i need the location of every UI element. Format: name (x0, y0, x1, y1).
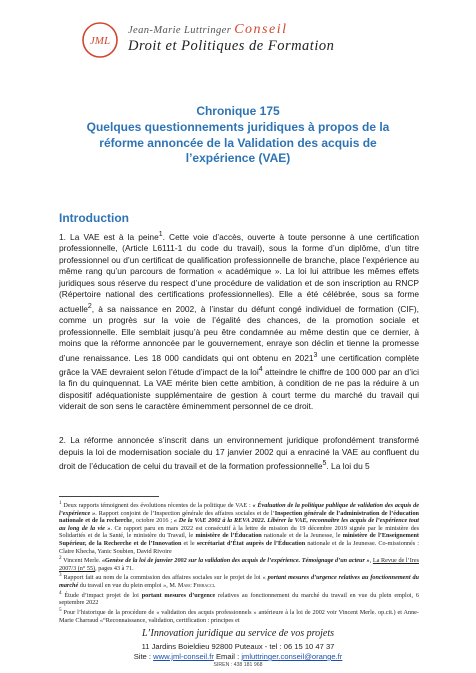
fn1-ministry: ministère de l’Éducation (195, 532, 262, 540)
footer-siren: SIREN : 438 181 968 (213, 662, 263, 668)
p2-text-b: . La loi du 5 (326, 460, 370, 471)
fn4-bill-title: portant mesures d’urgence (141, 591, 216, 599)
fn1-text: . Ce rapport paru en mars 2022 est consécutif à la lettre de mission du 19 décembre 2019 signée par le ministère des Solidarités et de la Santé, le ministère du Travail, le (59, 524, 419, 540)
fn2-text: Vincent Merle. (61, 557, 102, 565)
jml-logo (80, 20, 120, 60)
footnote-1 (59, 500, 419, 555)
brand-name (128, 22, 288, 38)
footer-address: 11 Jardins Boieldieu 92800 Puteaux - tel : 06 15 10 47 37 (141, 642, 335, 651)
fn1-text: . Rapport conjoint de l’Inspection générale des affaires sociales et de l’ (95, 509, 275, 517)
footnote-1-number: 1 (59, 500, 62, 506)
site-label: Site : (133, 652, 154, 661)
footnote-5 (59, 607, 419, 624)
fn1-inspection: Inspection générale de l’administration de l’éducation nationale et de la recherch (59, 509, 419, 525)
fn1-text: nationale et de la Jeunesse. Co-missionnés : Claire Khecha, Yanic Soubien, David Rivoire (59, 540, 420, 555)
email-link[interactable]: jmluttringer.conseil@orange.fr (241, 652, 343, 661)
fn2-text: , pages 43 à 71. (95, 564, 134, 572)
footnote-ref-2[interactable]: 2 (87, 302, 92, 310)
fn3-bill-title: portant mesures d’urgence relatives au fonctionnement du marché (59, 574, 419, 590)
p1-lead: 1. La VAE est à la peine (59, 231, 159, 242)
fn4-text: relatives au fonctionnement du marché du travail en vue du plein emploi, 6 septembre 2022 (59, 591, 419, 607)
title-line-3: l’expérience (VAE) (185, 151, 291, 165)
email-label: Email : (213, 652, 242, 661)
footnote-ref-3[interactable]: 3 (313, 351, 318, 359)
p2-text-a: 2. La réforme annoncée s’inscrit dans un environnement juridique profondément transformé depuis la loi de modernisation sociale du 17 janvier 2002 qui a enraciné la VAE au confluent du droit de l’éducation de celui du travail et de la formation professionnelle (59, 435, 419, 471)
p1-text-b: , à sa naissance en 2002, à l’instar du défunt congé individuel de formation (CIF), comme un progrès sur la voie de l’égalité des chances, de la promotion sociale et professionnelle. Elle semblait jusqu’à peu être condamnée au même destin que ce dernier, à moins que la réforme annoncée par le gouvernement, enraye son déclin et tienne la promesse d’une renaissance. Les 18 000 candidats qui ont obtenu en 2021 (59, 303, 419, 363)
paragraph-1 (59, 229, 419, 413)
fn5-text: Pour l’historique de la procédure de « validation des acquis professionnels » antérieure à la loi de 2002 voir Vincent Merle. op.cit.) et Anne-Marie Charraud «“Reconnaissance, validation, certification : principes et (59, 609, 419, 624)
fn3-text: Rapport fait au nom de la commission des affaires sociales sur le projet de loi « (61, 574, 268, 582)
fn2-article-title: «Genèse de la loi de janvier 2002 sur la validation des acquis de l’expérience. Témoignage d’un acteur » (101, 557, 370, 565)
footnote-ref-5[interactable]: 5 (322, 460, 327, 467)
p1-text-c: une certification complète grâce la VAE devraient selon l’étude d’impact de la loi (59, 352, 419, 377)
p1-text-d: atteindre le chiffre de 100 000 par an d’ici la fin du quinquennat. La VAE mérite bien cette ambition, à condition de ne pas la réduire à un dispositif adéquationiste supplémentaire de gestion à court terme du marché du travail qui viderait de son sens le caractère éminemment personnel de ce droit. (59, 366, 419, 412)
fn2-text: , (369, 557, 373, 565)
brand-conseil: Conseil (234, 22, 288, 37)
footnote-5-number: 5 (59, 606, 62, 613)
footnote-4 (59, 590, 419, 607)
fn1-text: e, octobre 2016 ; (129, 517, 174, 525)
fn2-journal-link[interactable]: La Revue de l’Ires 2007/3 (n° 55) (59, 557, 419, 572)
section-heading: Introduction (59, 211, 129, 225)
footnote-ref-1[interactable]: 1 (158, 231, 163, 238)
fn1-secretariat: secrétariat d’État auprès de l’Éducation (196, 540, 306, 548)
logo-text: JML (89, 35, 111, 47)
footnote-2-number: 2 (59, 555, 62, 562)
footnote-3-number: 3 (59, 572, 62, 579)
footnote-divider (59, 496, 159, 497)
fn1-text: Deux rapports témoignent des évolutions récentes de la politique de VAE : (61, 502, 253, 510)
brand-subtitle: Droit et Politiques de Formation (128, 38, 335, 54)
title-line-2: réforme annoncée de la Validation des acquis de (99, 136, 377, 150)
fn4-text: Étude d’impact projet de loi (61, 591, 142, 599)
title-line-1: Quelques questionnements juridiques à propos de la (86, 120, 390, 134)
footnotes (59, 500, 419, 624)
chronicle-number: Chronique 175 (196, 104, 280, 118)
footer-motto: L’Innovation juridique au service de vos projets (141, 628, 334, 639)
fn3-text: du travail en vue du plein emploi », M. (78, 582, 178, 590)
fn1-text: et le (181, 540, 197, 548)
footnote-ref-4[interactable]: 4 (258, 365, 263, 373)
footnote-2 (59, 555, 419, 572)
footnote-3 (59, 572, 419, 589)
fn1-text: nationale et de la Jeunesse, le (261, 532, 343, 540)
paragraph-2 (59, 435, 419, 472)
fn1-ministry: ministère de l’Enseignement Supérieur, de la Recherche et de l’Innovation (59, 532, 419, 548)
footer-contact (0, 652, 476, 661)
fn1-report-title-2: « De la VAE 2002 à la REVA 2022. Libérer la VAE, reconnaître les acquis de l’expérience tout au long de la vie » (59, 517, 419, 532)
brand-name-text: Jean-Marie Luttringer (128, 25, 232, 36)
website-link[interactable]: www.jml-conseil.fr (153, 652, 214, 661)
p1-text-a: . Cette voie d’accès, ouverte à toute personne à une certification professionnelle, (Article L6111-1 du code du travail), sous la forme d’un diplôme, d’un titre professionnel ou d’un certificat de qualification professionnelle de branche, place l’expérience au même rang qu’un parcours de formation « académique ». La loi lui attribue les mêmes effets juridiques sous réserve du respect d’une procédure de validation et de son inscription au RNCP (Répertoire national des certifications professionnelles). Elle a été célébrée, sous sa forme actuelle (59, 231, 419, 314)
footnote-4-number: 4 (59, 589, 62, 596)
fn1-report-title: « Évaluation de la politique publique de validation des acquis de l’expérience » (59, 502, 419, 517)
fn3-text: . (213, 582, 216, 590)
fn3-author: Marc Ferracci (177, 582, 214, 590)
